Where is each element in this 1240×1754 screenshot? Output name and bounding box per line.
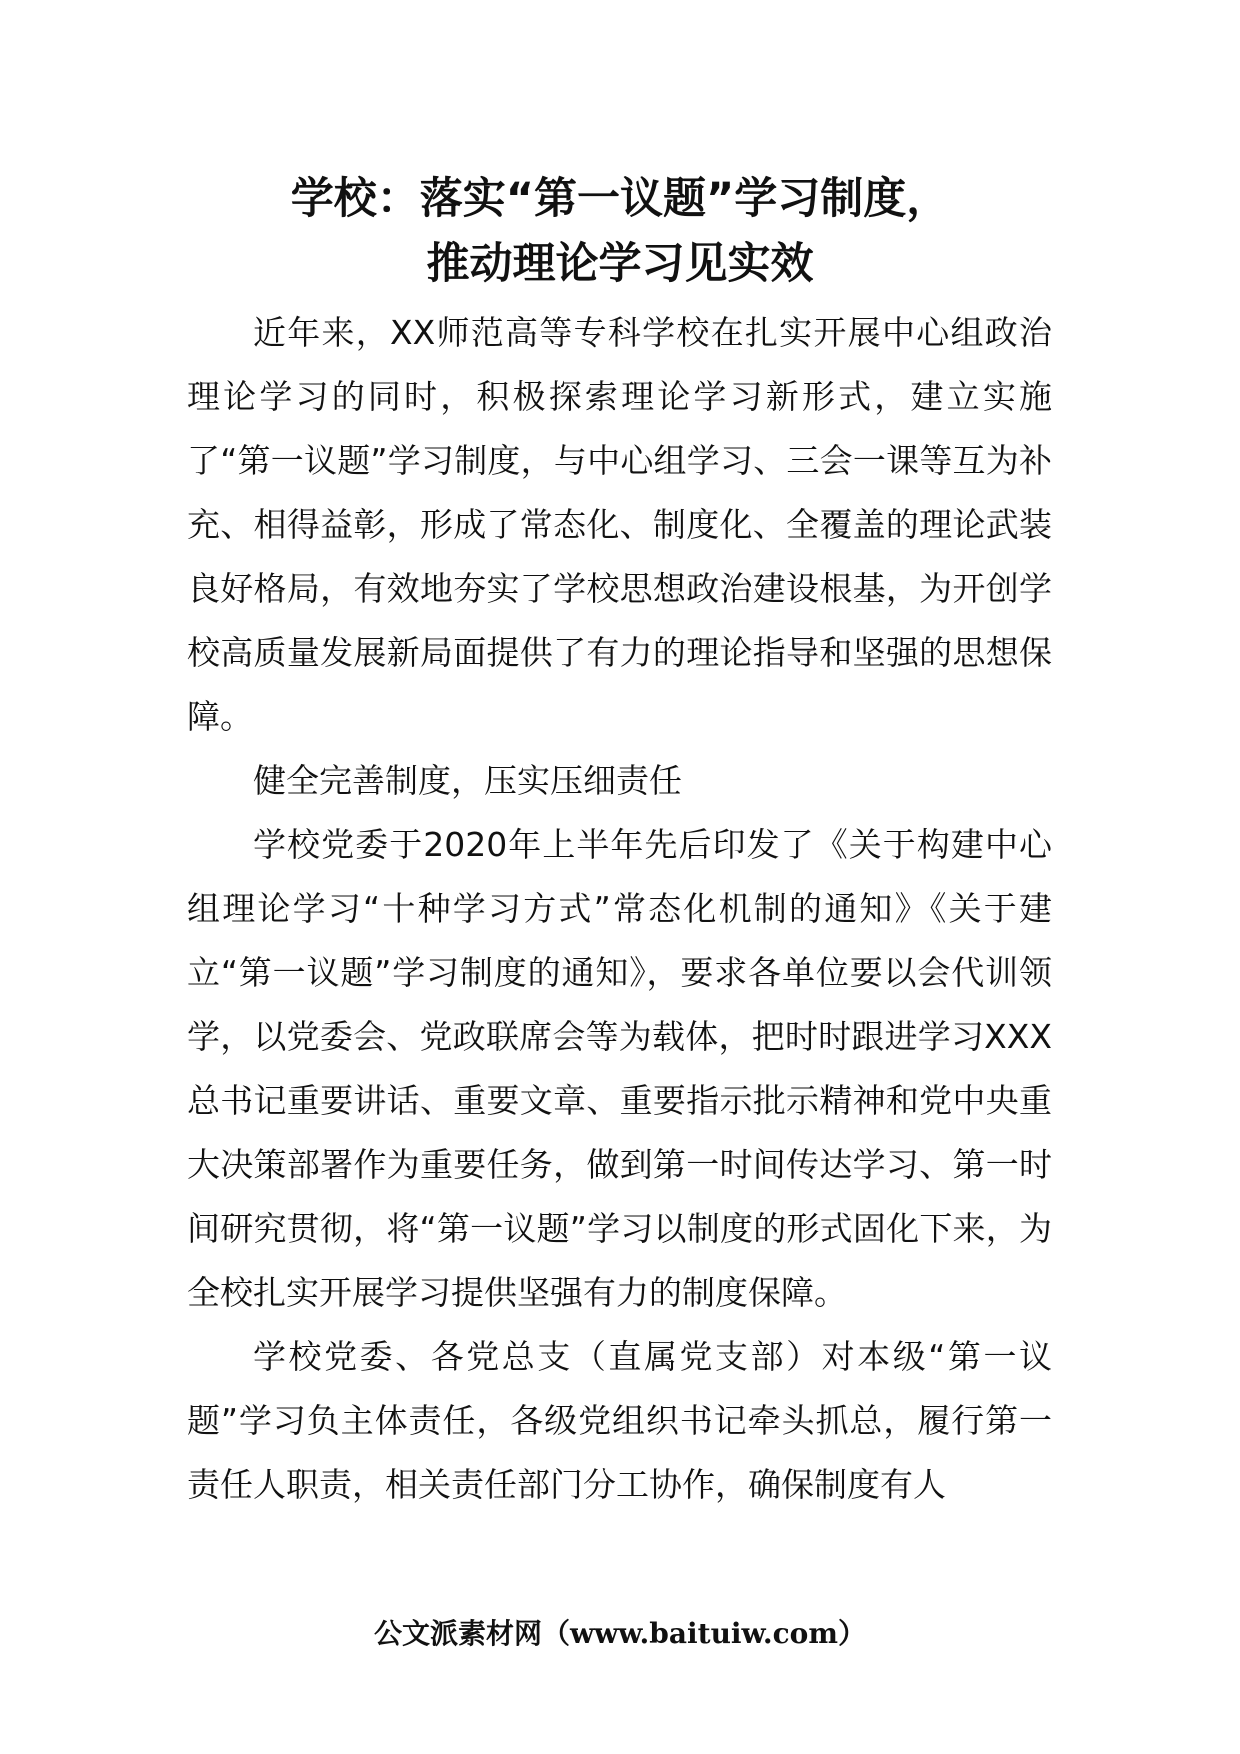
document-title-line-2: 推动理论学习见实效 xyxy=(426,239,814,289)
document-body xyxy=(187,301,1052,1517)
paragraph-intro: 近年来，XX师范高等专科学校在扎实开展中心组政治理论学习的同时，积极探索理论学习新形式，建立实施了“第一议题”学习制度，与中心组学习、三会一课等互为补充、相得益彰，形成了常态化、制度化、全覆盖的理论武装良好格局，有效地夯实了学校思想政治建设根基，为开创学校高质量发展新局面提供了有力的理论指导和坚强的思想保障。 xyxy=(187,313,1052,736)
paragraph-responsibility: 学校党委、各党总支（直属党支部）对本级“第一议题”学习负主体责任，各级党组织书记牵头抓总，履行第一责任人职责，相关责任部门分工协作，确保制度有人 xyxy=(187,1337,1052,1504)
document-title-line-1: 学校：落实“第一议题”学习制度， xyxy=(290,174,950,224)
paragraph-policy: 学校党委于2020年上半年先后印发了《关于构建中心组理论学习“十种学习方式”常态化机制的通知》《关于建立“第一议题”学习制度的通知》，要求各单位要以会代训领学，以党委会、党政联席会等为载体，把时时跟进学习XXX总书记重要讲话、重要文章、重要指示批示精神和党中央重大决策部署作为重要任务，做到第一时间传达学习、第一时间研究贯彻，将“第一议题”学习以制度的形式固化下来，为全校扎实开展学习提供坚强有力的制度保障。 xyxy=(187,825,1052,1312)
footer-watermark: 公文派素材网（www.baituiw.com） xyxy=(374,1617,866,1650)
section-heading: 健全完善制度，压实压细责任 xyxy=(253,761,682,800)
